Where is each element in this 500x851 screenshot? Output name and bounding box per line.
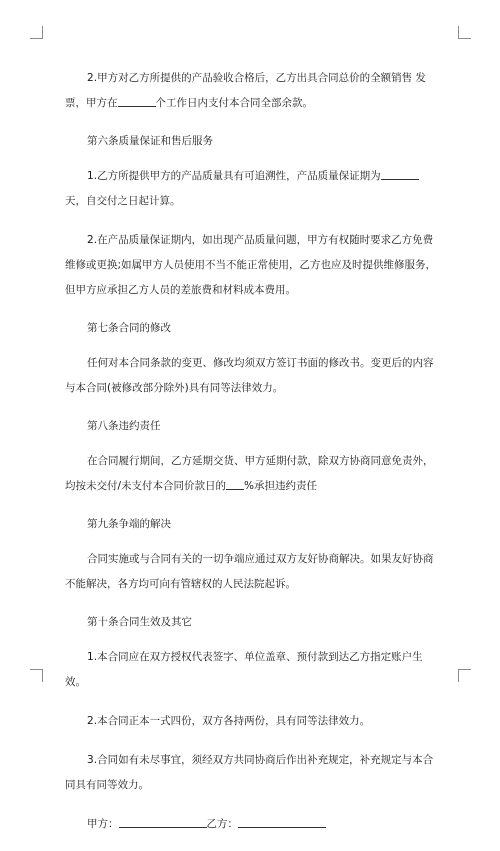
crop-mark-top-right <box>458 26 471 39</box>
clause-text: %承担违约责任 <box>244 480 318 492</box>
party-a-signature-blank <box>119 816 207 828</box>
crop-mark-top-left <box>30 26 43 39</box>
section-heading-8: 第八条违约责任 <box>87 420 161 432</box>
clause-text: 2.甲方对乙方所提供的产品验收合格后，乙方出具合同总价的全额销售 发票，甲方在 <box>65 72 426 109</box>
warranty-days-blank <box>381 168 419 180</box>
clause-liability <box>65 449 437 499</box>
party-a-label: 甲方： <box>87 818 119 830</box>
crop-mark-bottom-left <box>30 669 43 682</box>
document-body <box>65 66 437 851</box>
clause-copies: 2.本合同正本一式四份，双方各持两份，具有同等法律效力。 <box>87 715 371 727</box>
crop-mark-bottom-right <box>458 669 471 682</box>
section-heading-10: 第十条合同生效及其它 <box>87 616 193 628</box>
section-heading-6: 第六条质量保证和售后服务 <box>87 135 214 147</box>
party-b-signature-blank <box>238 816 326 828</box>
section-heading-7: 第七条合同的修改 <box>87 322 172 334</box>
section-heading-9: 第九条争端的解决 <box>87 518 172 530</box>
clause-text: 1.乙方所提供甲方的产品质量具有可追溯性，产品质量保证期为 <box>87 170 381 182</box>
clause-text: 个工作日内支付本合同全部余款。 <box>155 97 313 109</box>
party-b-label: 乙方： <box>206 818 239 830</box>
clause-text: 天，自交付之日起计算。 <box>65 195 181 207</box>
clause-modification: 任何对本合同条款的变更、修改均须双方签订书面的修改书。变更后的内容与本合同(被修改部分除外)具有同等法律效力。 <box>65 357 434 394</box>
clause-dispute: 合同实施或与合同有关的一切争端应通过双方友好协商解决。如果友好协商不能解决，各方均可向有管辖权的人民法院起诉。 <box>65 553 434 590</box>
clause-warranty-period <box>65 164 437 214</box>
clause-warranty-repair: 2.在产品质量保证期内，如出现产品质量问题，甲方有权随时要求乙方免费维修或更换;如属甲方人员使用不当不能正常使用，乙方也应及时提供维修服务，但甲方应承担乙方人员的差旅费和材料成本费用。 <box>65 234 437 296</box>
clause-text: 在合同履行期间，乙方延期交货、甲方延期付款，除双方协商同意免责外，均按未交付/未支付本合同价款日的 <box>65 455 434 492</box>
percent-blank <box>226 478 244 490</box>
days-blank <box>118 95 156 107</box>
clause-effective: 1.本合同应在双方授权代表签字、单位盖章、预付款到达乙方指定账户生效。 <box>65 651 423 688</box>
signature-line <box>65 812 437 837</box>
clause-supplement: 3.合同如有未尽事宜，须经双方共同协商后作出补充规定，补充规定与本合同具有同等效力。 <box>65 754 434 791</box>
clause-payment-balance <box>65 66 437 116</box>
